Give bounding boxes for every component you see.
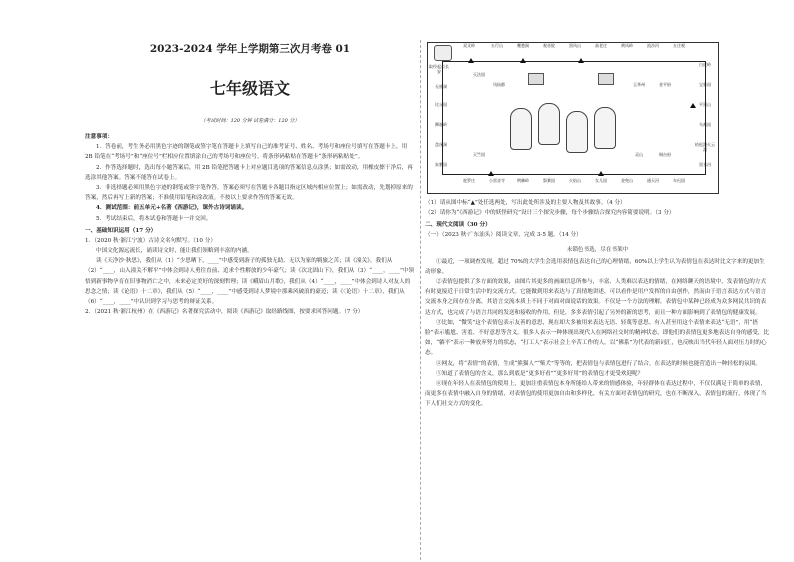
map-node: 枯松涧火云洞 <box>695 142 715 152</box>
map-node: 金平府 <box>659 82 671 87</box>
map-node: 宝象国 <box>699 82 711 87</box>
section-heading: 二、现代文阅读（30 分） <box>425 222 491 229</box>
monkey-king-figure-icon <box>538 103 560 145</box>
article-paragraph: ①最近，一项调查发现，超过 70%的大学生会选用表情包表达自己的心理情绪，60%以上学生认为表情包在表达时比文字来的更加生动形象。 <box>425 258 765 275</box>
map-node: 车迟国 <box>673 178 685 183</box>
notice-item: 5．考试结束后，将本试卷和答题卡一并交回。 <box>96 215 212 222</box>
pagoda-icon <box>434 45 452 61</box>
map-node: 鹰愁涧 <box>517 43 529 48</box>
map-node: 流沙河 <box>647 43 659 48</box>
map-node: 高老庄 <box>595 43 607 48</box>
map-node: 取经起点长安 <box>429 64 449 74</box>
question-title: 1．（2020 秋·浙江宁波）古诗文名句默写。（10 分） <box>85 237 216 244</box>
notice-heading: 注意事项： <box>85 134 113 140</box>
map-node: 小雷音寺 <box>489 178 505 183</box>
exam-meta: （考试时间：120 分钟 试卷满分：120 分） <box>200 118 300 124</box>
map-node: 荆棘岭 <box>517 178 529 183</box>
article-paragraph: ④网友，将“表情”的表情，生成“熊猫人”“柴犬”等等的，把表情包与表情包进行了结合，在表达的时候也能营造出一种轻松的氛围。 <box>436 360 761 367</box>
map-node: 灵山 <box>635 152 643 157</box>
article-paragraph: ③比如，“微笑”这个表情包表示友善的意思，现在却大多被用来表达无语、轻蔑等意思。有人甚至用这个表情来表达“无语”，用“捂脸”表示尴尬、害羞、不好意思等含义。很多人表示一种体现出现代人在网络社交时的精神状态，即他们的表情包更多地表达自身的感受，比如，“躺平”表示一种放弃努力的状态，“打工人”表示社会上辛苦工作的人。以“佛系”为代表的新词汇，也反映出当代年轻人面对压力时的心态。 <box>425 319 770 357</box>
left-column <box>85 42 415 317</box>
map-node: 祭赛国 <box>543 178 555 183</box>
grade-title: 七年级语文 <box>209 79 290 98</box>
map-node: 黑水河 <box>699 162 711 167</box>
map-node: 金兜山 <box>621 178 633 183</box>
map-node: 火焰山 <box>569 178 581 183</box>
triangle-marker-icon <box>488 171 494 176</box>
map-node: 黄风岭 <box>621 43 633 48</box>
notice-item: 4．测试范围：前五单元+名著《西游记》，课外古诗词诵读。 <box>96 205 248 212</box>
triangle-marker-icon <box>578 58 584 63</box>
article-paragraph: ⑤知道了表情包的含义，那么到底是“更多好看”“更多好用”的表情包才更受欢迎呢？ <box>436 370 644 377</box>
pilgrims-illustration <box>510 93 620 153</box>
question-text: 中国文化源远流长，诵读诗文时，能让我们领略到丰富的内涵。 <box>96 248 253 255</box>
notice-item: 2．作答选择题时，选出每小题答案后，用 2B 铅笔把答题卡上对应题目选项的答案信息点涂黑；如需改动，用橡皮擦干净后，再选涂其他答案。答案不能答在试卷上。 <box>85 164 413 181</box>
article-title: 未锁色书选，尽在书架中 <box>566 246 629 253</box>
map-node: 白虎岭 <box>699 62 711 67</box>
map-node: 无底洞 <box>435 84 447 89</box>
triangle-marker-icon <box>690 103 696 108</box>
map-node: 凤仙郡 <box>493 82 505 87</box>
map-node: 双叉岭 <box>463 43 475 48</box>
triangle-marker-icon <box>520 58 526 63</box>
map-node: 乌鸡国 <box>699 122 711 127</box>
section-heading: 一、基础知识运用（17 分） <box>85 227 157 234</box>
triangle-marker-icon <box>468 58 474 63</box>
map-node: 灭法国 <box>473 72 485 77</box>
map-node: 通天河 <box>647 178 659 183</box>
map-node: 五庄观 <box>673 43 685 48</box>
reading-part-heading: （一）（2023 秋·广东汕头）阅读文章，完成 3-5 题。（14 分） <box>425 232 582 239</box>
map-node: 天竺国 <box>473 152 485 157</box>
map-node: 驼罗庄 <box>463 178 475 183</box>
map-node: 平顶山 <box>699 102 711 107</box>
palace-icon <box>598 73 614 85</box>
question-title: 2．（2021 秋·浙江杭州）在《西游记》名著探究活动中，阅读《西游记》取经路线图，按要求回答问题。（7 分） <box>85 309 364 316</box>
map-node: 玉华州 <box>633 82 645 87</box>
map-node: 朱紫国 <box>435 162 447 167</box>
triangle-marker-icon <box>598 171 604 176</box>
temple-icon <box>528 73 544 85</box>
map-node: 狮驼岭 <box>435 122 447 127</box>
question-subpart: （1）请从图中标“▲”处任选两处，写出此处所涉及的主要人物及其故事。（4 分） <box>425 200 626 206</box>
map-node: 铜台府 <box>659 152 671 157</box>
monk-figure-icon <box>510 108 532 150</box>
question-subpart: （2）请你为“《西游记》中的妖怪研究”设计三个探究步骤，每个步骤结合探究内容简要说明。（3 分） <box>425 210 675 217</box>
question-text: 读《天净沙·秋思》，我们从（1）“少思晒下，____”中感受到游子的孤独无助、无以为家的羁旅之苦；读《潼关》，我们从（2）“____，山入潼关不解平”中体会到诗人勇往直前、追求个性解放的少年豪气；读《次北固山下》，我们从（3）“____，____”中领悟到新事物孕育在旧事物消亡之中，未来必定美好的深刻哲理；读《峨眉山月歌》，我们从（4）“____，____”中体会到诗人对友人的思念之情；读《论语》十二章》，我们从（5）“____，____”中感受到诗人梦境中那乘风破浪的豪迈；读《〈论语〉十二章》，我们从（6）“____，____”中认识到学习与思考的辩证关系。 <box>85 258 415 306</box>
map-node: 女儿国 <box>595 178 607 183</box>
map-node: 五行山 <box>491 43 503 48</box>
journey-map <box>427 42 719 194</box>
sand-monk-figure-icon <box>594 107 616 149</box>
column-divider <box>420 40 422 560</box>
map-node: 观音院 <box>543 43 555 48</box>
right-column <box>425 42 770 410</box>
article-paragraph: ②表情包提供了多方面的效果，由图片其更多的画面信息所参与，丰富、人类难以表达的情绪，在网络聊天的语境中，发表情包的方式有时更接近于日常生活中的交流方式。它能做到用来表达与了真情地讲述，可以看作是用户发挥的自由创作，然而由于语言表达方式与语言交流本身之间存在分离，其语言交流本质上不同于对面对面说话的效果。不仅是一个方法的理解，表情包中某种已经成为众多网民共识的表达方式，也完成了与语言共同的发送和接收的作用，但是，多多表情引起了另外的新的思考，而且一种方面影响到了表情包的健康发展。 <box>425 279 767 316</box>
map-node: 黑风山 <box>569 43 581 48</box>
notice-item: 1．答卷前，考生务必用黑色字迹的钢笔或签字笔在答题卡上填写自己的准考证号、姓名、考场号和座位号填写在答题卡上，用 2B 铅笔在“考场号”和“座位号”栏相应位置填涂自己的考场号和座位号。将条形码粘贴在答题卡“条形码粘贴处”。 <box>85 144 408 161</box>
notice-item: 3．非选择题必须用黑色字迹的钢笔或签字笔作答，答案必须写在答题卡各题目指定区域内相应位置上；如需改动，先划掉原来的答案，然后再写上新的答案；不准使用铅笔和涂改液。不按以上要求作答的答案无效。 <box>85 185 413 202</box>
article-paragraph: ⑥现在年轻人在表情包的使用上，更加注重表情包本身所能给人带来的情感体验，年轻群体在表达过程中，不仅仅满足于简单的表情，而更多在表情中融入自身的情绪，对表情包的使用更加自由和多样化。有关方面对表情包的研究，也在不断深入，表情包的流行，体现了当下人们社交方式的变化。 <box>425 381 767 408</box>
map-node: 比丘国 <box>435 102 447 107</box>
document-title: 2023-2024 学年上学期第三次月考卷 01 <box>149 43 351 55</box>
map-node: 盘丝洞 <box>435 142 447 147</box>
pig-figure-icon <box>566 111 588 153</box>
